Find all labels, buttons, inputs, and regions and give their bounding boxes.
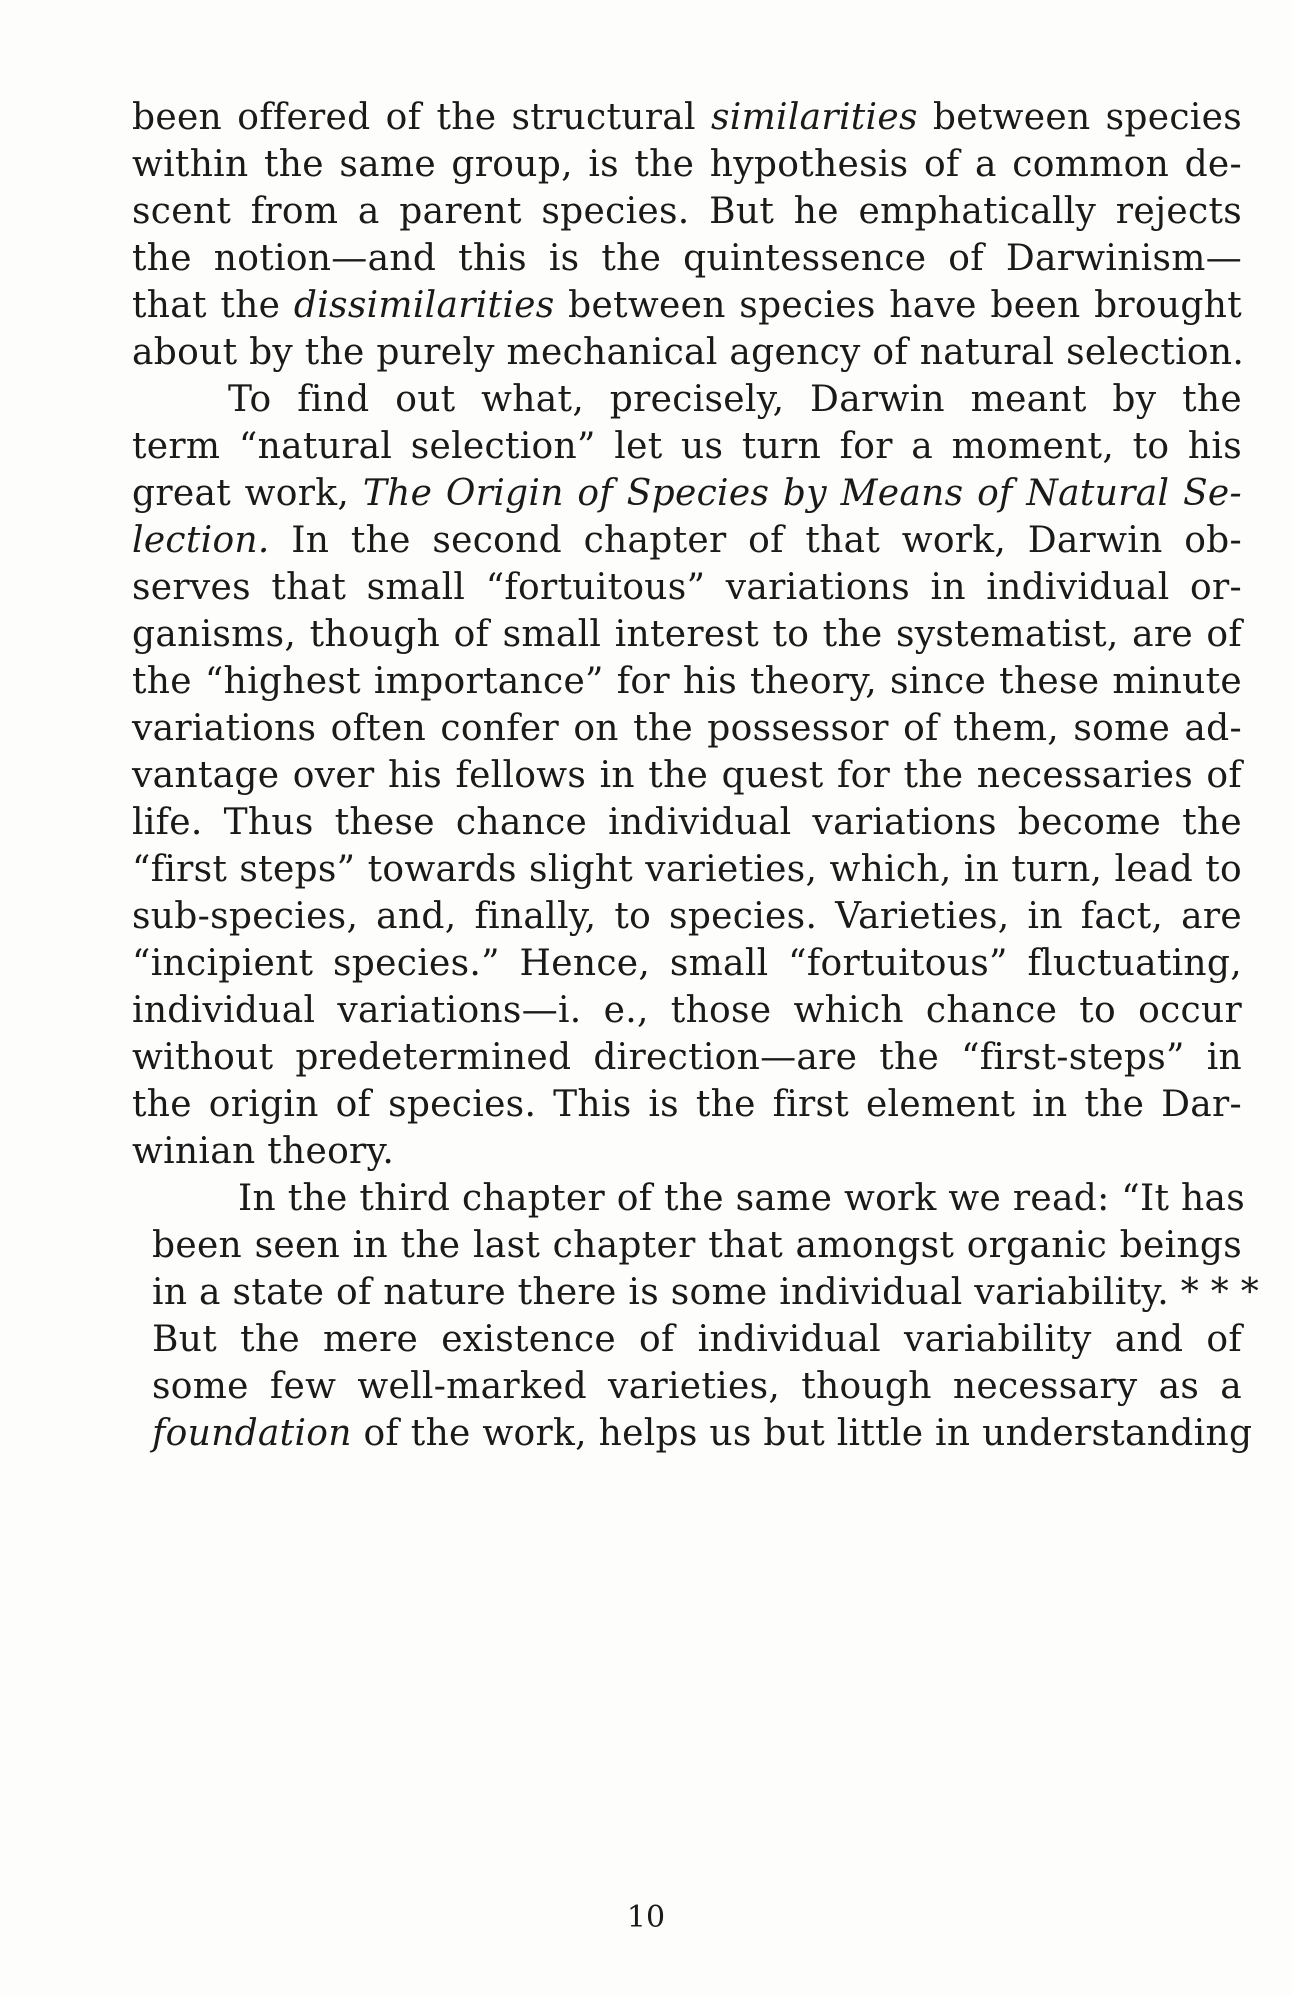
text-line-2: within the same group, is the hypothesis of a common de- [132, 144, 1242, 185]
text-line-21: without predetermined direction—are the “first-steps” in [132, 1037, 1242, 1078]
text-line-11: serves that small “fortuitous” variations in individual or- [132, 567, 1242, 608]
text-line-25: been seen in the last chapter that amongst organic beings [152, 1225, 1242, 1266]
text-line-29: foundation of the work, helps us but little in understanding [152, 1413, 1253, 1454]
text-line-20: individual variations—i. e., those which chance to occur [132, 990, 1242, 1031]
text-line-16: life. Thus these chance individual variations become the [132, 802, 1242, 843]
text-line-1: been offered of the structural similarities between species [132, 97, 1242, 138]
text-line-22: the origin of species. This is the first element in the Dar- [132, 1084, 1242, 1125]
text-line-17: “first steps” towards slight varieties, which, in turn, lead to [132, 849, 1242, 890]
text-line-12: ganisms, though of small interest to the systematist, are of [132, 614, 1242, 655]
text-line-27: But the mere existence of individual variability and of [152, 1319, 1242, 1360]
text-line-18: sub-species, and, finally, to species. Varieties, in fact, are [132, 896, 1242, 937]
text-line-14: variations often confer on the possessor of them, some ad- [132, 708, 1242, 749]
text-line-6: about by the purely mechanical agency of natural selection. [132, 332, 1245, 373]
page-number: 10 [626, 1900, 666, 1935]
text-line-26: in a state of nature there is some individual variability. * * * [152, 1272, 1260, 1313]
text-line-24: In the third chapter of the same work we read: “It has [238, 1178, 1246, 1219]
text-line-15: vantage over his fellows in the quest for the necessaries of [132, 755, 1242, 796]
text-line-8: term “natural selection” let us turn for a moment, to his [132, 426, 1242, 467]
text-line-13: the “highest importance” for his theory, since these minute [132, 661, 1242, 702]
text-line-5: that the dissimilarities between species have been brought [132, 285, 1242, 326]
text-line-4: the notion—and this is the quintessence of Darwinism— [132, 238, 1242, 279]
text-line-7: To find out what, precisely, Darwin meant by the [228, 379, 1242, 420]
text-line-10: lection. In the second chapter of that work, Darwin ob- [132, 520, 1242, 561]
text-line-19: “incipient species.” Hence, small “fortuitous” fluctuating, [132, 943, 1242, 984]
text-line-23: winian theory. [132, 1131, 395, 1172]
text-line-9: great work, The Origin of Species by Means of Natural Se- [132, 473, 1242, 514]
text-line-28: some few well-marked varieties, though necessary as a [152, 1366, 1242, 1407]
text-line-3: scent from a parent species. But he emphatically rejects [132, 191, 1242, 232]
